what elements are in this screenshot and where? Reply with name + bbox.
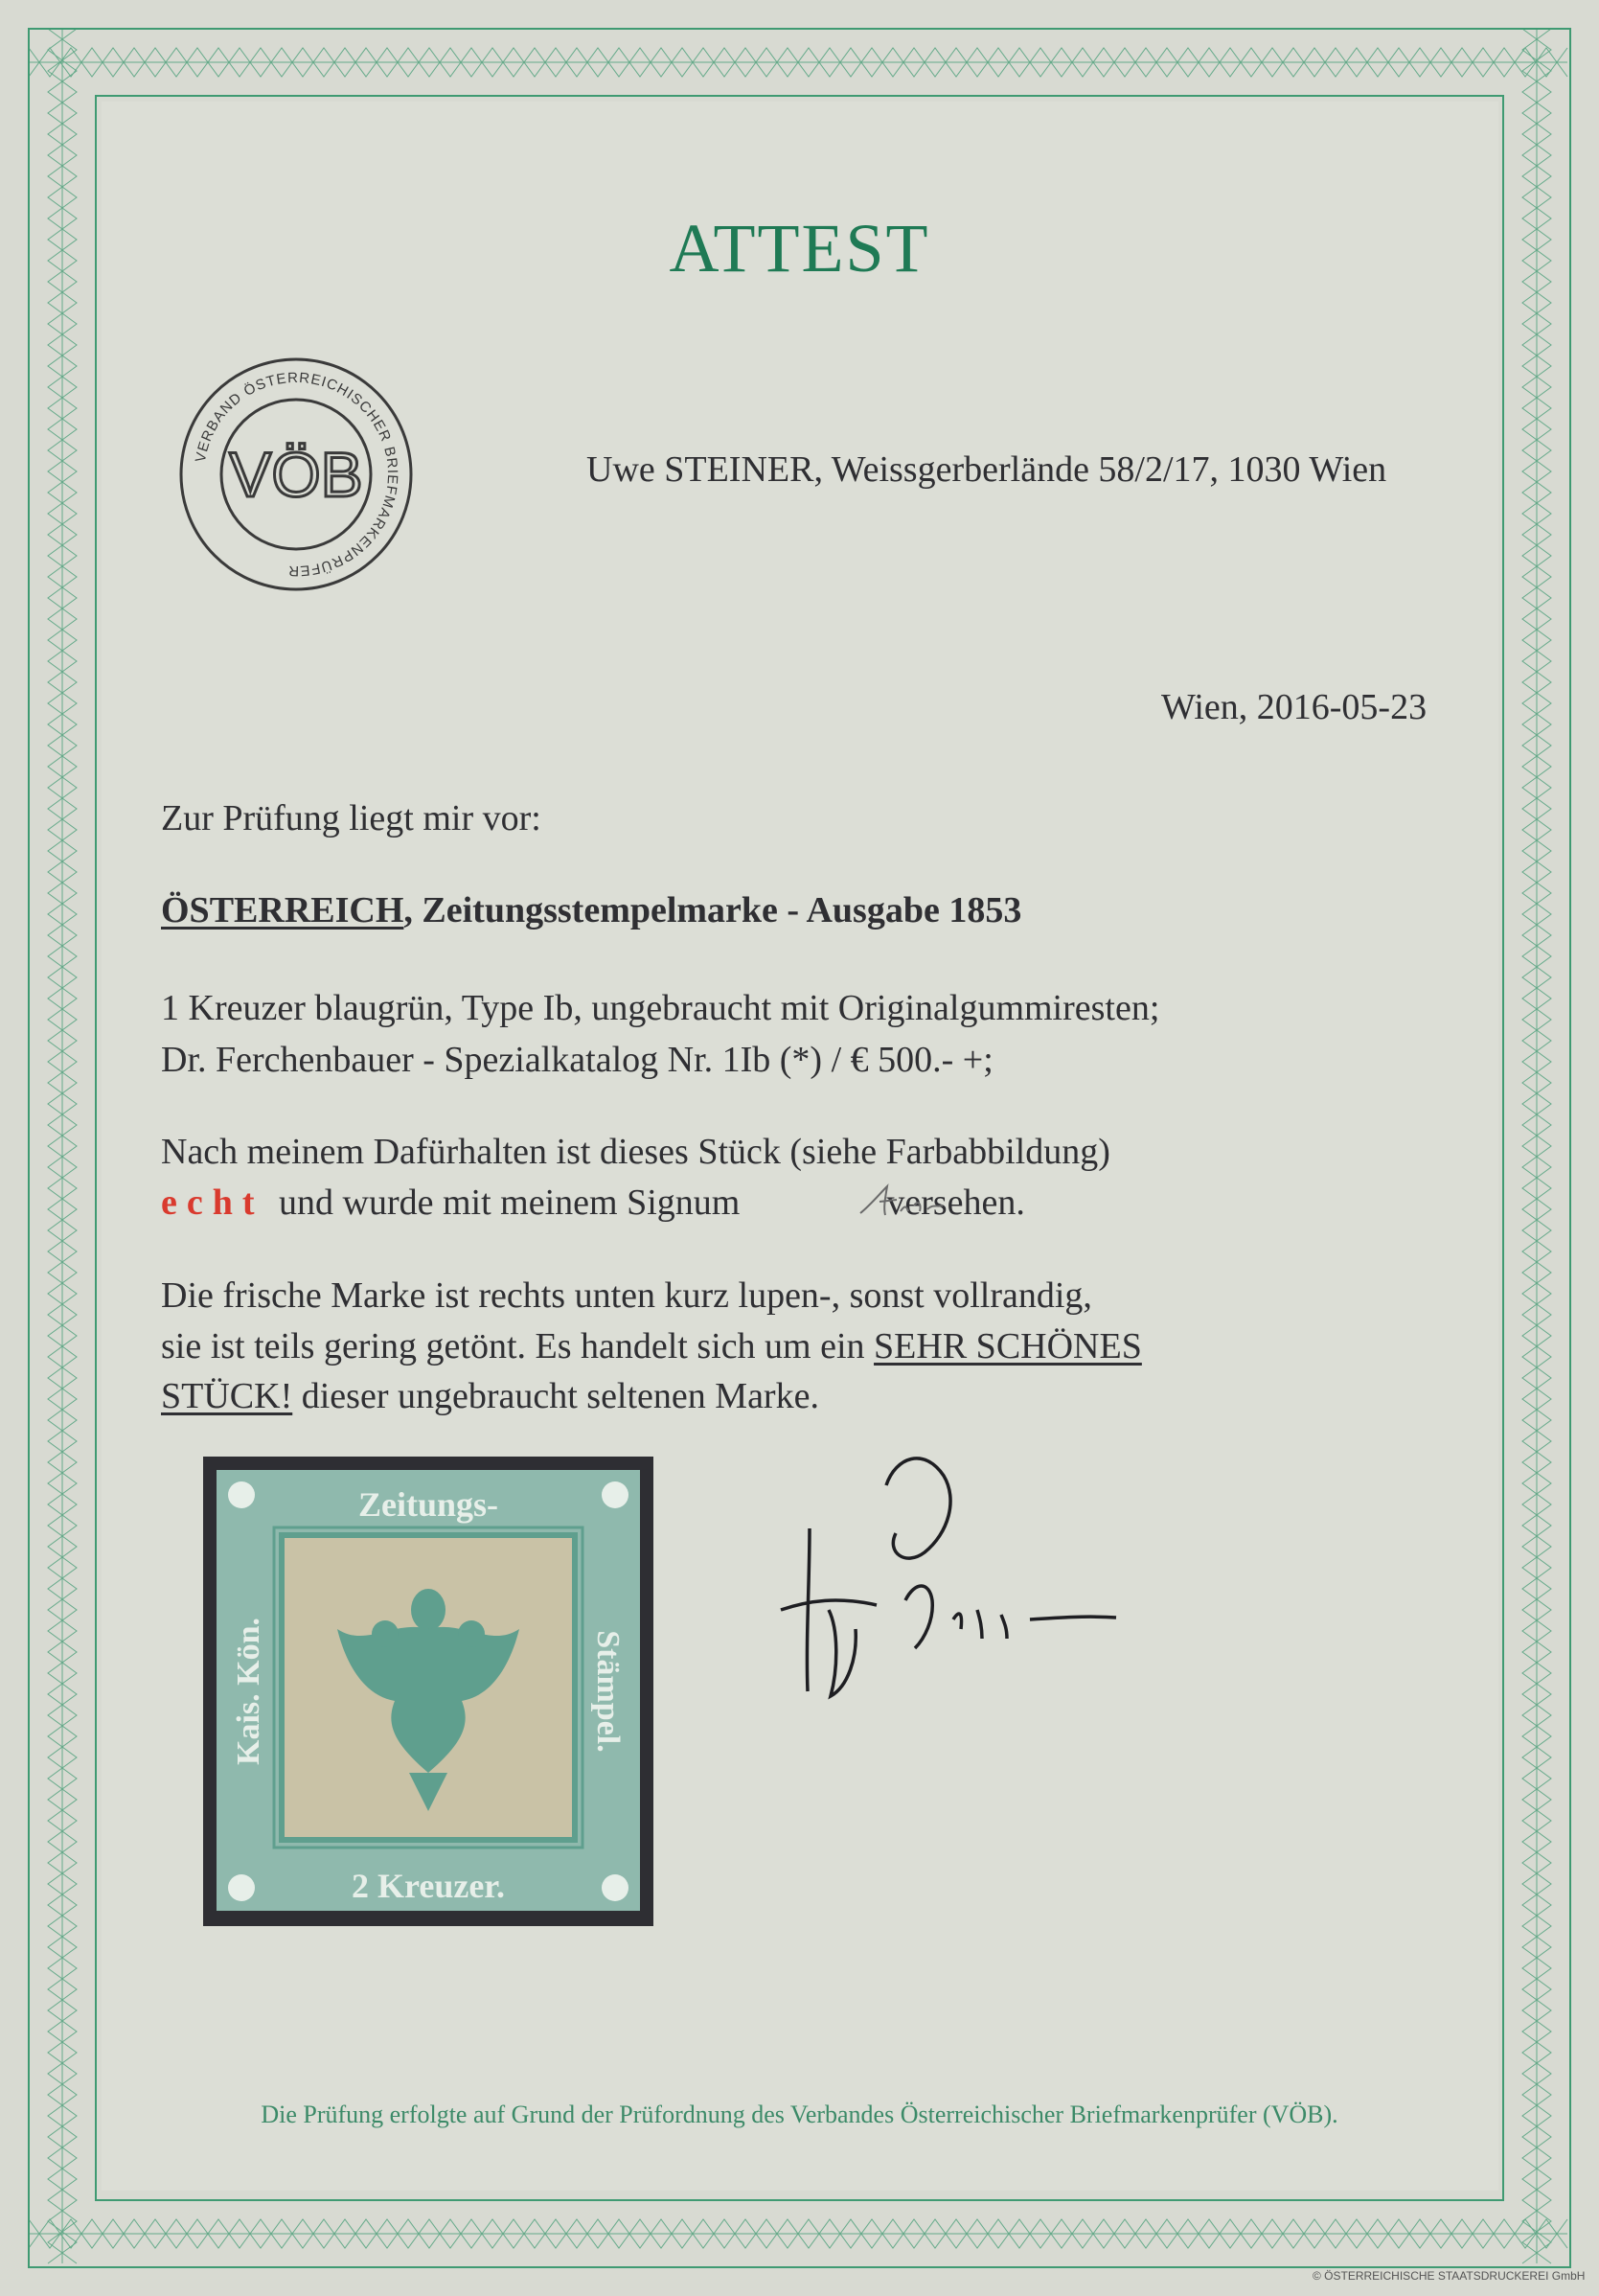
stamp-left-text: Kais. Kön. xyxy=(231,1618,266,1765)
opinion-end: versehen. xyxy=(886,1182,1025,1223)
voeb-seal xyxy=(176,355,416,594)
echt-verdict: echt xyxy=(161,1182,264,1223)
stamp-image xyxy=(203,1457,653,1926)
opinion-mid: und wurde mit meinem Signum xyxy=(279,1182,741,1223)
examiner-signature xyxy=(771,1447,1135,1715)
printer-imprint: © ÖSTERREICHISCHE STAATSDRUCKEREI GmbH xyxy=(1313,2269,1586,2283)
stamp-right-text: Stämpel. xyxy=(590,1630,626,1753)
condition-line-3-end: dieser ungebraucht seltenen Marke. xyxy=(292,1376,819,1416)
opinion-line-1: Nach meinem Dafürhalten ist dieses Stück (siehe Farbabbildung) xyxy=(161,1132,1110,1172)
description-line-2: Dr. Ferchenbauer - Spezialkatalog Nr. 1Ib (*) / € 500.- +; xyxy=(161,1040,994,1080)
item-heading xyxy=(161,889,1021,931)
condition-highlight-1: SEHR SCHÖNES xyxy=(874,1326,1142,1366)
condition-highlight-2: STÜCK! xyxy=(161,1376,293,1416)
heading-rest: , Zeitungsstempelmarke - Ausgabe 1853 xyxy=(403,890,1022,930)
certificate-title: ATTEST xyxy=(669,210,930,287)
condition-line-2 xyxy=(161,1325,1142,1367)
seal-ring-text: VERBAND ÖSTERREICHISCHER BRIEFMARKENPRÜFER xyxy=(192,369,401,580)
footer-note: Die Prüfung erfolgte auf Grund der Prüfordnung des Verbandes Österreichischer Briefmarkenprüfer (VÖB). xyxy=(261,2101,1338,2128)
condition-line-1: Die frische Marke ist rechts unten kurz lupen-, sonst vollrandig, xyxy=(161,1275,1092,1316)
seal-center-text: VÖB xyxy=(229,439,363,510)
small-signum-mark xyxy=(851,1177,956,1225)
condition-line-2-start: sie ist teils gering getönt. Es handelt sich um ein xyxy=(161,1326,875,1366)
stamp-top-text: Zeitungs- xyxy=(357,1485,499,1524)
condition-line-3 xyxy=(161,1375,819,1417)
intro-line: Zur Prüfung liegt mir vor: xyxy=(161,798,541,838)
heading-country: ÖSTERREICH xyxy=(161,890,404,930)
description-line-1: 1 Kreuzer blaugrün, Type Ib, ungebraucht mit Originalgummiresten; xyxy=(161,988,1160,1028)
issue-date: Wien, 2016-05-23 xyxy=(1161,687,1428,727)
stamp-bottom-text: 2 Kreuzer. xyxy=(352,1867,505,1905)
examiner-address: Uwe STEINER, Weissgerberlände 58/2/17, 1030 Wien xyxy=(586,449,1387,490)
